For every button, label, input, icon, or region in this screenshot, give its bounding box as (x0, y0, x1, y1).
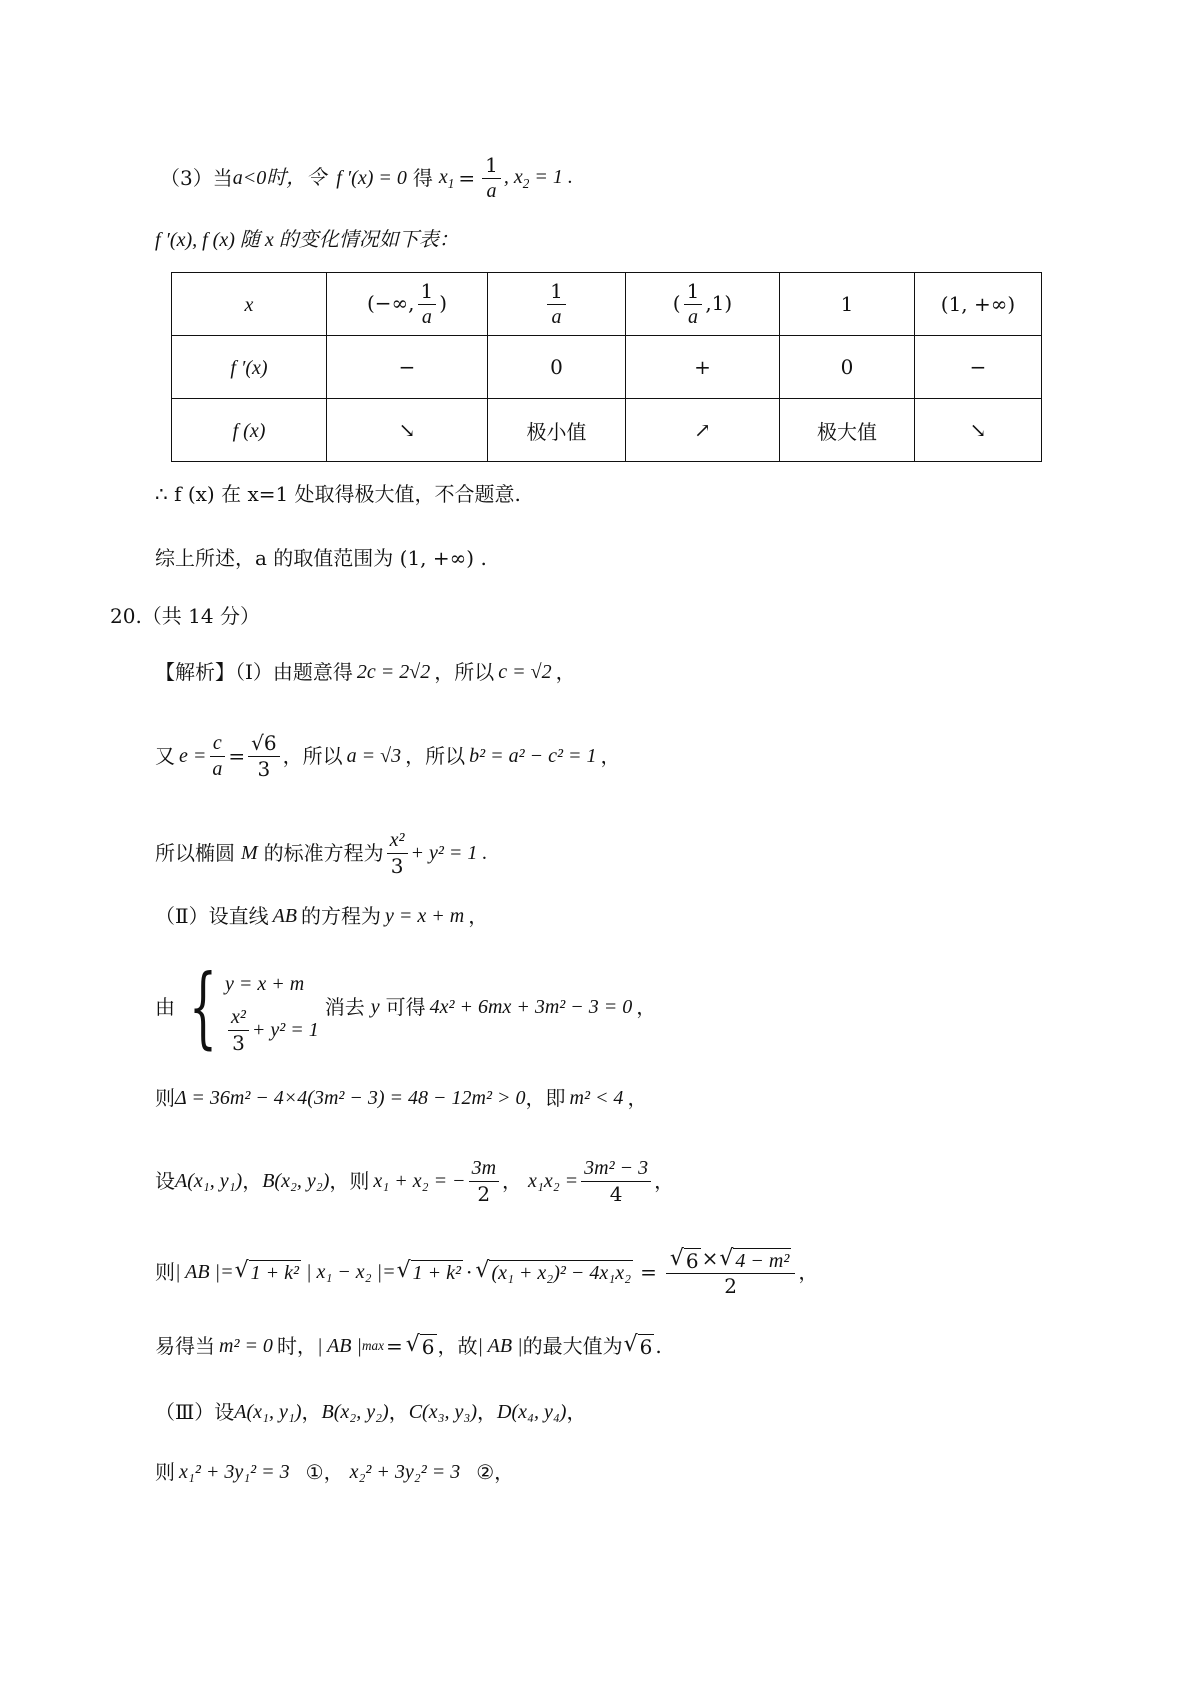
part-2-line-1: （Ⅱ）设直线 AB 的方程为 y = x + m ， (155, 904, 489, 928)
table-cell: 0 (780, 336, 915, 399)
question-20-heading (110, 604, 260, 628)
conclusion-line (155, 482, 521, 506)
part-2-line-3: 则 Δ = 36m² − 4×4(3m² − 3) = 48 − 12m² > 0 ，即 m² < 4 ， (155, 1086, 648, 1110)
part-1-line-3: 所以椭圆 M 的标准方程为 $\frac{\text{x²}}{3}$ + y² = 1 . (155, 828, 488, 878)
text: a<0时，令 (232, 167, 327, 189)
text: 得 (412, 166, 433, 190)
fraction: $\frac{1}{a}$ (482, 154, 501, 203)
table-cell: ↘ (915, 399, 1042, 462)
line-case-3 (160, 150, 573, 206)
table-cell: $\frac{1}{a}$ (488, 273, 626, 336)
table-cell: 0 (488, 336, 626, 399)
math: , $x_2 = 1$ . (503, 165, 573, 191)
table-intro (155, 228, 459, 252)
table-cell: + (626, 336, 780, 399)
table-row (172, 336, 1042, 399)
part-1-line-2: 又 e = $\frac{c}{a}$ = $\frac{√6}{3}$ ，所以 a = √3 ，所以 b² = a² − c² = 1 ， (155, 730, 621, 781)
part-1-line-1: 【解析】（Ⅰ）由题意得 2c = 2√2 ，所以 c = √2 ， (155, 660, 576, 684)
math: f ′(x) = 0 (336, 167, 407, 189)
table-cell: ↘ (327, 399, 488, 462)
part-2-line-5: 则 | AB |= √ 1 + k² | x₁ − x₂ |= √ 1 + k² · √ (x₁ + x₂)² − 4x₁x₂ = √ 6 × √ 4 − m² 2 ， (155, 1245, 819, 1298)
derivative-table (171, 272, 1042, 462)
text: （3）当 (160, 166, 233, 190)
math: $x_1$ (438, 165, 455, 191)
table-cell: (1, +∞) (915, 273, 1042, 336)
table-cell: 极小值 (488, 399, 626, 462)
table-cell: 1 (780, 273, 915, 336)
table-row (172, 273, 1042, 336)
table-cell: − (327, 336, 488, 399)
math: = (458, 166, 476, 190)
table-row (172, 399, 1042, 462)
table-cell: f (x) (172, 399, 327, 462)
table-cell: (−∞, $\frac{1}{a}$ ) (327, 273, 488, 336)
table-cell: f ′(x) (172, 336, 327, 399)
table-cell: − (915, 336, 1042, 399)
system-of-equations: { y = x + m $\frac{\text{x²}}{3}$ + y² = 1 (189, 955, 319, 1058)
part-3-line-1: （Ⅲ）设 A(x₁, y₁) ， B(x₂, y₂) ， C(x₃, y₃) ， D(x₄, y₄) ， (155, 1400, 587, 1424)
table-cell: 极大值 (780, 399, 915, 462)
summary-line (155, 546, 487, 570)
text: 20.（共 14 分） (110, 604, 260, 628)
part-2-line-6: 易得当 m² = 0 时， | AB | max = √ 6 ，故 | AB | 的最大值为 √ 6 . (155, 1332, 662, 1359)
table-cell: ( $\frac{1}{a}$ ,1) (626, 273, 780, 336)
text: f ′(x), f (x) 随 x 的变化情况如下表： (155, 229, 459, 251)
text: 综上所述，a 的取值范围为 (1, +∞) . (155, 546, 487, 570)
part-2-line-4: 设 A(x₁, y₁) ， B(x₂, y₂) ，则 x₁ + x₂ = − $\frac{3m}{2}$ ， x₁x₂ = $\frac{\text{3m² − 3}}{4}$ ， (155, 1156, 675, 1206)
part-3-line-2: 则 x₁² + 3y₁² = 3 ①， x₂² + 3y₂² = 3 ②， (155, 1460, 515, 1484)
text: ∴ f (x) 在 x=1 处取得极大值，不合题意. (155, 482, 521, 506)
table-cell: ↗ (626, 399, 780, 462)
table-cell: x (172, 273, 327, 336)
part-2-line-2: 由 { y = x + m $\frac{\text{x²}}{3}$ + y² = 1 消去 y 可得 4x² + 6mx + 3m² − 3 = 0 ， (155, 955, 657, 1058)
